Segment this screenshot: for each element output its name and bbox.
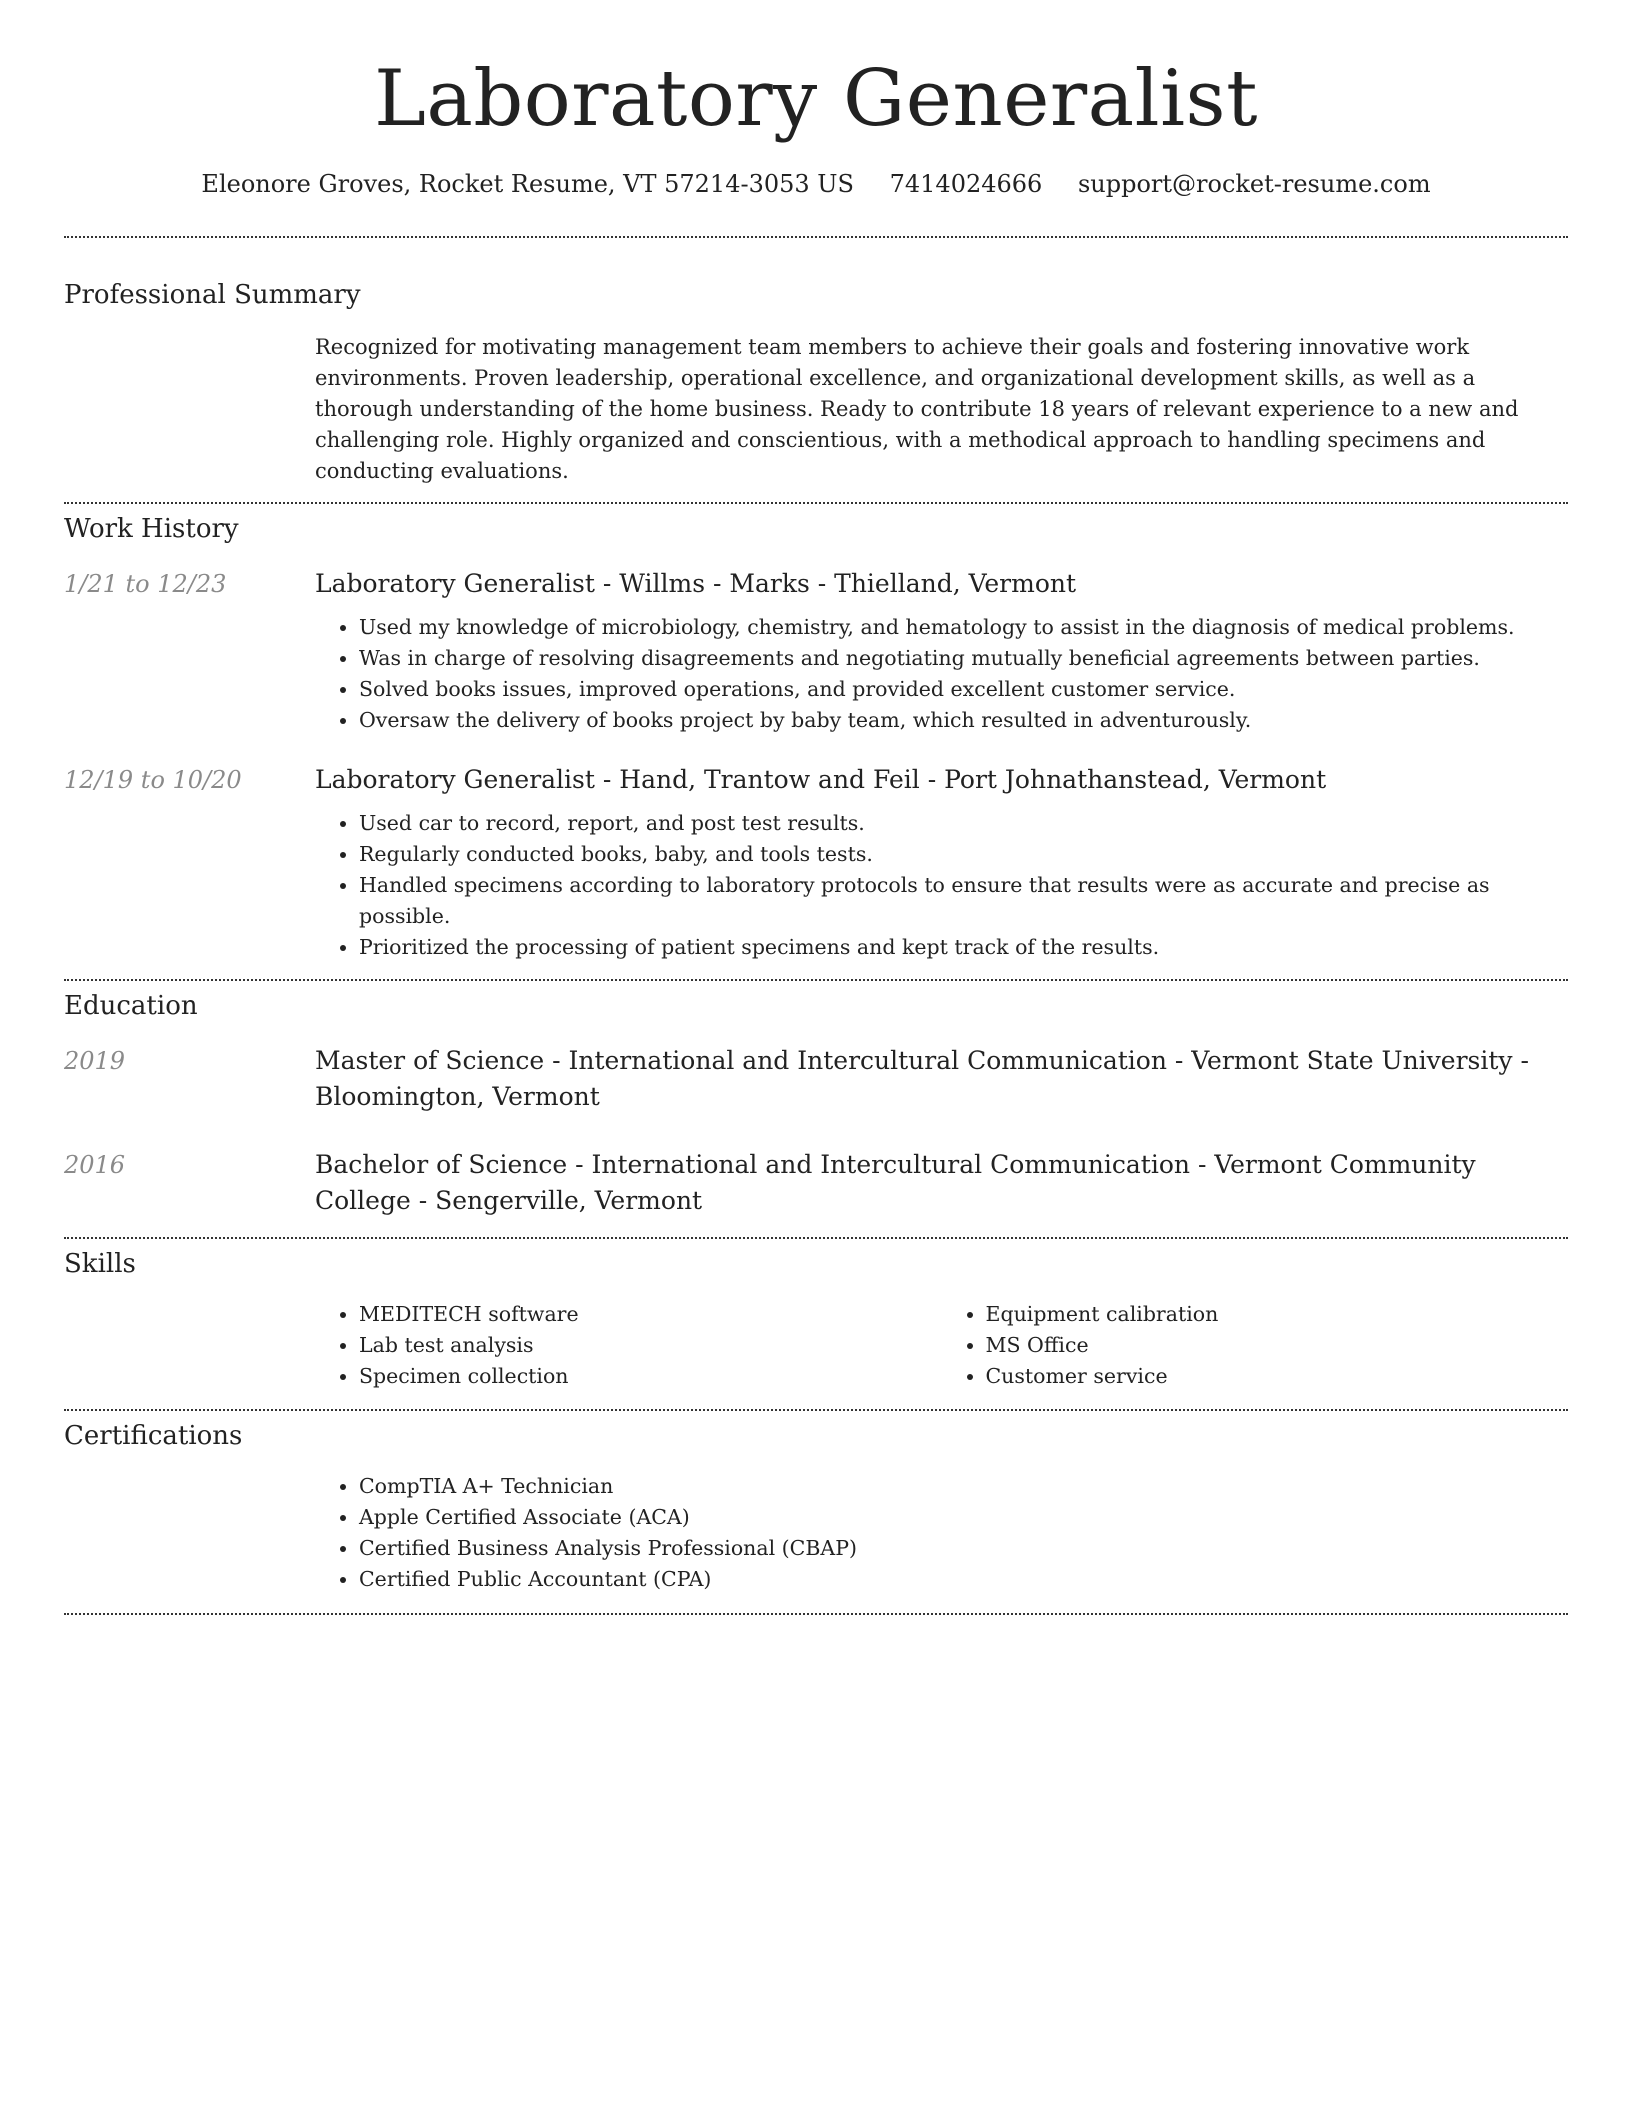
job-heading <box>315 762 1568 798</box>
summary-title: Professional Summary <box>64 280 361 310</box>
job-details: - Hand, Trantow and Feil - Port Johnathanstead, Vermont <box>594 765 1327 794</box>
education-school: - Vermont State University - Bloomington, Vermont <box>315 1046 1529 1111</box>
list-item: • Specimen collection <box>359 1361 942 1392</box>
work-history-title: Work History <box>64 514 239 544</box>
certifications-section <box>64 1421 1568 1595</box>
skills-title: Skills <box>64 1249 136 1279</box>
summary-section <box>64 280 1568 487</box>
job-details: - Willms - Marks - Thielland, Vermont <box>594 569 1077 598</box>
list-item: • Was in charge of resolving disagreements and negotiating mutually beneficial agreements between parties. <box>359 643 1568 674</box>
certifications-title: Certifications <box>64 1421 243 1451</box>
job-entry <box>64 762 1568 963</box>
section-divider <box>64 1237 1568 1239</box>
section-divider <box>64 979 1568 981</box>
job-bullets <box>315 808 1568 963</box>
list-item: • Oversaw the delivery of books project by baby team, which resulted in adventurously. <box>359 705 1568 736</box>
education-school: - Vermont Community College - Sengerville, Vermont <box>315 1150 1476 1215</box>
skills-list-right <box>942 1299 1569 1392</box>
education-entry <box>64 1043 1568 1115</box>
education-heading <box>315 1147 1568 1219</box>
job-dates: 12/19 to 10/20 <box>64 766 242 794</box>
list-item: • MS Office <box>986 1330 1569 1361</box>
contact-line <box>64 170 1568 198</box>
work-history-section <box>64 514 1568 963</box>
education-section <box>64 991 1568 1219</box>
summary-text: Recognized for motivating management team members to achieve their goals and fostering innovative work environments. Proven leadership, operational excellence, and organizational development skills, as well as a thorough understanding of the home business. Ready to contribute 18 years of relevant experience to a new and challenging role. Highly organized and conscientious, with a methodical approach to handling specimens and conducting evaluations. <box>315 335 1519 483</box>
list-item: • Regularly conducted books, baby, and tools tests. <box>359 839 1568 870</box>
list-item: • Certified Public Accountant (CPA) <box>359 1564 1568 1595</box>
contact-address: Eleonore Groves, Rocket Resume, VT 57214-3053 US <box>201 170 854 198</box>
list-item: • Used car to record, report, and post test results. <box>359 808 1568 839</box>
skills-columns <box>315 1299 1568 1392</box>
job-heading <box>315 566 1568 602</box>
job-entry <box>64 566 1568 736</box>
contact-email: support@rocket-resume.com <box>1077 170 1431 198</box>
list-item: • Prioritized the processing of patient specimens and kept track of the results. <box>359 932 1568 963</box>
job-bullets <box>315 612 1568 736</box>
job-role: Laboratory Generalist <box>315 569 595 598</box>
section-divider <box>64 1613 1568 1615</box>
section-divider <box>64 502 1568 504</box>
list-item: • Lab test analysis <box>359 1330 942 1361</box>
skills-section <box>64 1249 1568 1392</box>
education-degree: Master of Science - International and Intercultural Communication <box>315 1046 1167 1075</box>
list-item: • Handled specimens according to laboratory protocols to ensure that results were as accurate and precise as possible. <box>359 870 1568 932</box>
skills-list-left <box>315 1299 942 1392</box>
education-heading <box>315 1043 1568 1115</box>
job-dates: 1/21 to 12/23 <box>64 570 227 598</box>
education-entry <box>64 1147 1568 1219</box>
section-divider <box>64 236 1568 238</box>
job-role: Laboratory Generalist <box>315 765 595 794</box>
education-title: Education <box>64 991 198 1021</box>
education-year: 2016 <box>64 1151 126 1179</box>
list-item: • Used my knowledge of microbiology, chemistry, and hematology to assist in the diagnosis of medical problems. <box>359 612 1568 643</box>
list-item: • Certified Business Analysis Professional (CBAP) <box>359 1533 1568 1564</box>
list-item: • Customer service <box>986 1361 1569 1392</box>
list-item: • Equipment calibration <box>986 1299 1569 1330</box>
resume-name: Laboratory Generalist <box>374 54 1258 144</box>
list-item: • CompTIA A+ Technician <box>359 1471 1568 1502</box>
list-item: • Solved books issues, improved operations, and provided excellent customer service. <box>359 674 1568 705</box>
education-degree: Bachelor of Science - International and Intercultural Communication <box>315 1150 1190 1179</box>
certifications-list <box>315 1471 1568 1595</box>
list-item: • MEDITECH software <box>359 1299 942 1330</box>
list-item: • Apple Certified Associate (ACA) <box>359 1502 1568 1533</box>
education-year: 2019 <box>64 1047 126 1075</box>
section-divider <box>64 1409 1568 1411</box>
contact-phone: 7414024666 <box>889 170 1043 198</box>
